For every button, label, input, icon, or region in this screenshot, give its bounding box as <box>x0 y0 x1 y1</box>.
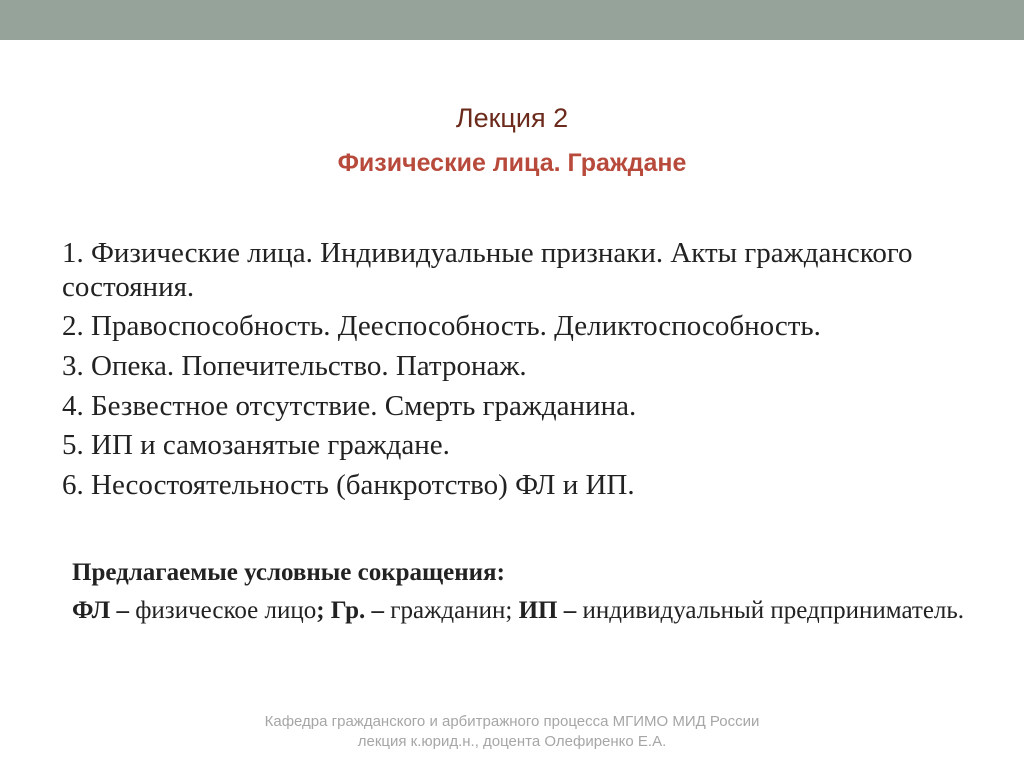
topic-item: 2. Правоспособность. Дееспособность. Деликтоспособность. <box>62 310 821 343</box>
abbreviations-heading: Предлагаемые условные сокращения: <box>72 559 505 586</box>
topic-item: 3. Опека. Попечительство. Патронаж. <box>62 349 527 382</box>
footer-line-lecturer: лекция к.юрид.н., доцента Олефиренко Е.А. <box>357 733 667 751</box>
abbreviation-separator: . <box>957 597 965 624</box>
topic-item: 5. ИП и самозанятые граждане. <box>62 429 450 462</box>
abbreviation-separator: ; <box>316 597 331 624</box>
slide <box>0 40 1024 767</box>
abbreviation-meaning: гражданин <box>390 597 506 624</box>
abbreviation-meaning: физическое лицо <box>135 597 317 624</box>
footer <box>0 712 1024 753</box>
abbreviations-body <box>72 596 982 626</box>
abbreviation-meaning: индивидуальный предприниматель <box>582 597 958 624</box>
abbreviation-term: ФЛ <box>72 597 111 624</box>
topic-item: 1. Физические лица. Индивидуальные признаки. Акты гражданского состояния. <box>62 237 913 303</box>
abbreviation-dash: – <box>110 597 136 624</box>
abbreviation-dash: – <box>557 597 583 624</box>
topic-item: 6. Несостоятельность (банкротство) ФЛ и ИП. <box>62 468 635 501</box>
lecture-title: Физические лица. Граждане <box>337 149 687 177</box>
abbreviation-dash: – <box>365 597 391 624</box>
topic-item: 4. Безвестное отсутствие. Смерть гражданина. <box>62 389 637 422</box>
abbreviation-term: Гр. <box>330 597 366 624</box>
abbreviations-block <box>72 558 982 626</box>
topic-list <box>62 237 982 508</box>
abbreviation-term: ИП <box>518 597 558 624</box>
top-bar <box>0 0 1024 40</box>
lecture-number: Лекция 2 <box>455 103 569 133</box>
abbreviation-separator: ; <box>505 597 519 624</box>
footer-line-department: Кафедра гражданского и арбитражного процесса МГИМО МИД России <box>264 713 760 730</box>
